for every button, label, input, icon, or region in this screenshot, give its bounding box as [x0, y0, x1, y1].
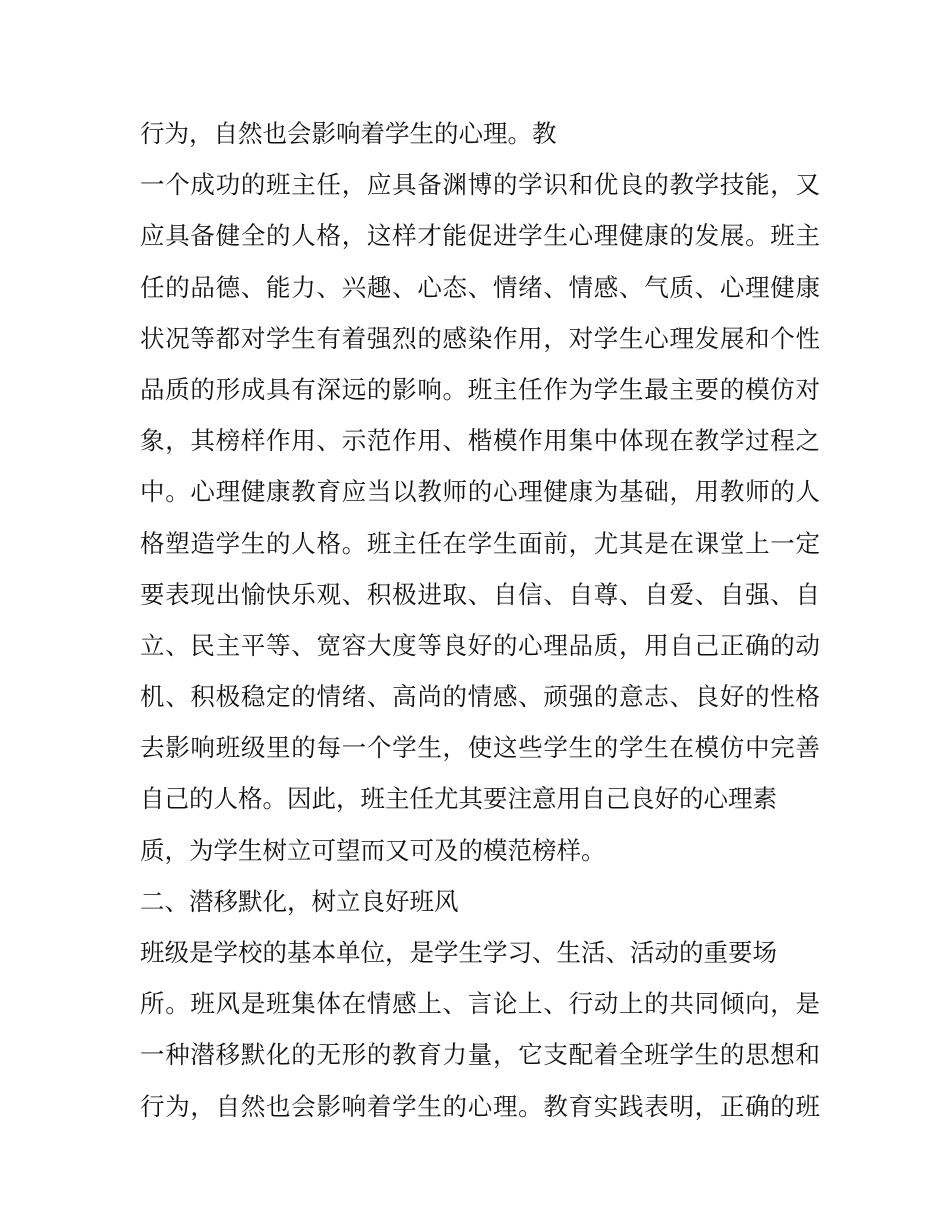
text-line: 质，为学生树立可望而又可及的模范榜样。 — [140, 835, 606, 865]
text-line: 中。心理健康教育应当以教师的心理健康为基础，用教师的人 — [140, 477, 820, 507]
text-line: 任的品德、能力、兴趣、心态、情绪、情感、气质、心理健康 — [140, 272, 820, 302]
text-line: 要表现出愉快乐观、积极进取、自信、自尊、自爱、自强、自 — [140, 579, 820, 609]
text-line: 班级是学校的基本单位，是学生学习、生活、活动的重要场 — [140, 938, 777, 967]
text-line: 一种潜移默化的无形的教育力量，它支配着全班学生的思想和 — [140, 1040, 820, 1070]
text-line: 行为，自然也会影响着学生的心理。教 — [140, 119, 557, 148]
text-line: 品质的形成具有深远的影响。班主任作为学生最主要的模仿对 — [140, 374, 820, 404]
text-line: 象，其榜样作用、示范作用、楷模作用集中体现在教学过程之 — [140, 426, 820, 456]
text-line: 所。班风是班集体在情感上、言论上、行动上的共同倾向，是 — [140, 989, 820, 1019]
text-line: 应具备健全的人格，这样才能促进学生心理健康的发展。班主 — [140, 221, 820, 251]
text-line: 立、民主平等、宽容大度等良好的心理品质，用自己正确的动 — [140, 630, 820, 660]
text-line: 一个成功的班主任，应具备渊博的学识和优良的教学技能，又 — [140, 170, 820, 200]
text-line: 去影响班级里的每一个学生，使这些学生的学生在模仿中完善 — [140, 733, 820, 763]
text-line: 格塑造学生的人格。班主任在学生面前，尤其是在课堂上一定 — [140, 528, 820, 558]
text-line: 状况等都对学生有着强烈的感染作用，对学生心理发展和个性 — [140, 323, 820, 353]
text-line: 机、积极稳定的情绪、高尚的情感、顽强的意志、良好的性格 — [140, 682, 820, 712]
text-line: 自己的人格。因此，班主任尤其要注意用自己良好的心理素 — [140, 784, 777, 814]
text-line: 行为，自然也会影响着学生的心理。教育实践表明，正确的班 — [140, 1091, 820, 1121]
text-line: 二、潜移默化，树立良好班风 — [140, 886, 459, 916]
document-body — [140, 108, 820, 1132]
